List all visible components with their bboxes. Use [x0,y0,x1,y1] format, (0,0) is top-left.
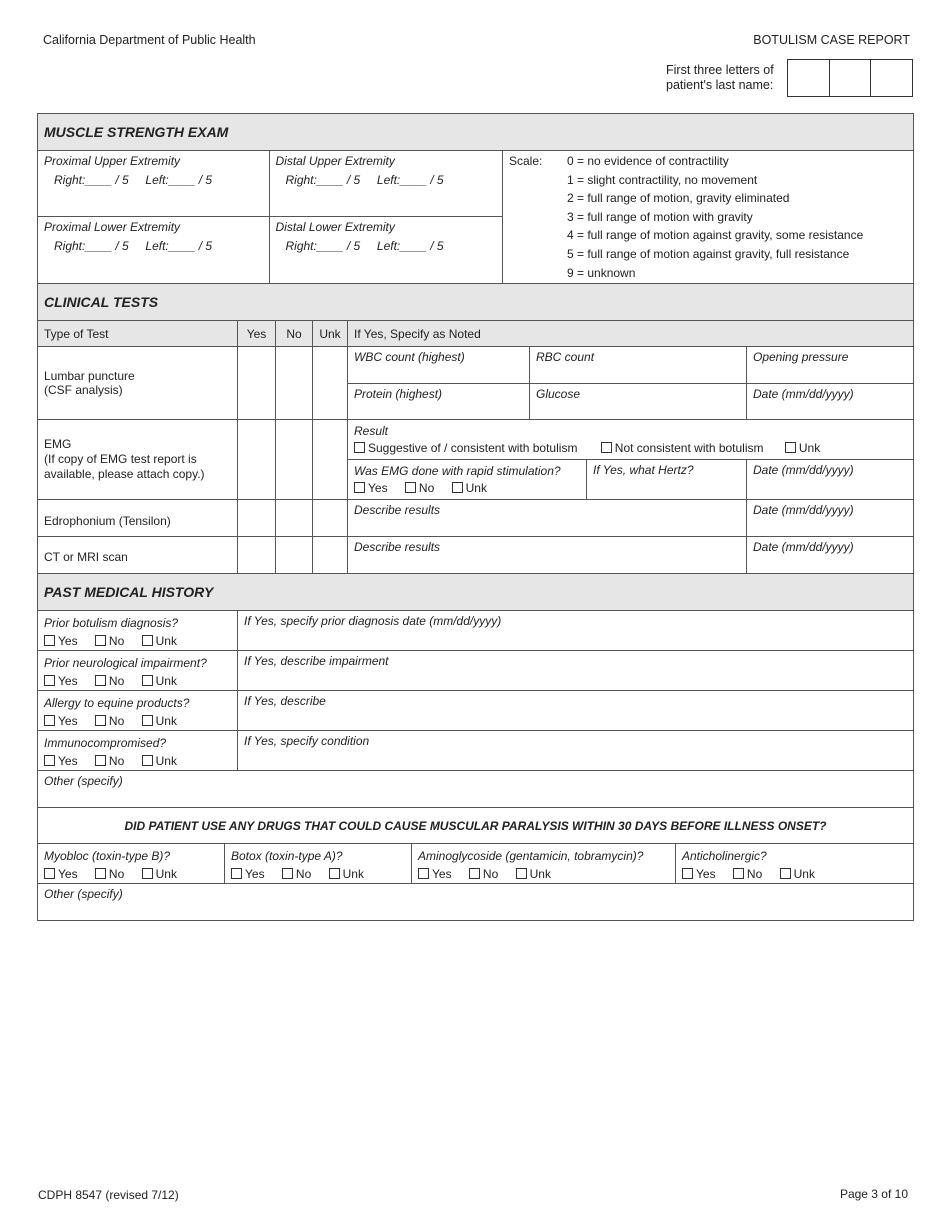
distal-upper-values: Right:____ / 5 Left:____ / 5 [285,173,444,187]
edrophonium-unk[interactable] [313,500,348,536]
emg-result-unk-label: Unk [798,441,821,455]
history-row [38,691,913,731]
col-no: No [276,321,313,346]
emg-label-line-3: available, please attach copy.) [44,467,205,481]
scale-item: 9 = unknown [567,265,636,280]
drug-options [231,865,405,883]
yes-label: Yes [58,754,78,768]
clinical-header-row [38,321,913,347]
lumbar-chem-row [348,384,913,419]
edrophonium-no[interactable] [276,500,313,536]
unk-option[interactable] [142,867,177,881]
drug-item [225,844,412,883]
col-yes: Yes [238,321,276,346]
edrophonium-label: Edrophonium (Tensilon) [38,500,238,536]
wbc-count-field[interactable]: WBC count (highest) [348,347,530,383]
unk-label: Unk [155,754,177,768]
unk-label: Unk [342,867,364,881]
checkbox-icon [354,442,365,453]
yes-option[interactable] [44,714,78,728]
emg-label-line-1: EMG [44,437,72,451]
distal-lower[interactable] [270,217,503,283]
emg-rapid-label: Was EMG done with rapid stimulation? [354,464,561,478]
glucose-field[interactable]: Glucose [530,384,747,419]
drugs-other-field[interactable]: Other (specify) [44,887,123,901]
checkbox-icon [95,868,106,879]
yes-label: Yes [58,867,78,881]
drug-label: Botox (toxin-type A)? [231,849,343,863]
drug-label: Aminoglycoside (gentamicin, tobramycin)? [418,849,644,863]
lumbar-row [38,347,913,420]
history-row [38,731,913,771]
proximal-upper-label: Proximal Upper Extremity [44,154,181,168]
yes-label: Yes [58,634,78,648]
emg-label-line-2: (If copy of EMG test report is [44,452,197,466]
edrophonium-describe-field[interactable]: Describe results [348,500,747,536]
section-muscle-strength: MUSCLE STRENGTH EXAM [38,114,913,151]
history-options [44,712,231,730]
no-label: No [482,867,499,881]
distal-lower-values: Right:____ / 5 Left:____ / 5 [285,239,444,253]
lumbar-counts-row [348,347,913,384]
initial-box-1[interactable] [788,60,830,96]
lumbar-label-line-2: (CSF analysis) [44,383,123,397]
upper-extremity-row [38,151,502,217]
checkbox-icon [405,482,416,493]
page-number: Page 3 of 10 [839,1187,908,1201]
initials-boxes [787,59,913,97]
no-option[interactable] [282,867,311,881]
history-options [44,672,231,690]
initial-box-3[interactable] [871,60,912,96]
emg-rapid [348,460,587,500]
checkbox-icon [469,868,480,879]
lumbar-label-line-1: Lumbar puncture [44,369,135,383]
checkbox-icon [95,715,106,726]
yes-option[interactable] [418,867,452,881]
emg-result [348,420,913,460]
form-id: CDPH 8547 (revised 7/12) [38,1188,179,1202]
proximal-lower-label: Proximal Lower Extremity [44,220,181,234]
yes-label: Yes [245,867,265,881]
emg-not-consistent-option[interactable] [601,441,764,455]
history-detail-field[interactable]: If Yes, describe impairment [244,654,389,668]
distal-upper-label: Distal Upper Extremity [275,154,395,168]
checkbox-icon [733,868,744,879]
checkbox-icon [418,868,429,879]
initials-label-line-1: First three letters of [666,63,774,77]
unk-option[interactable] [142,714,177,728]
emg-rapid-options [354,480,580,497]
emg-hertz-field[interactable]: If Yes, what Hertz? [587,460,747,500]
history-question [38,691,238,730]
drug-item [412,844,676,883]
history-row [38,651,913,691]
scale-item: 0 = no evidence of contractility [567,154,729,168]
history-question [38,611,238,650]
proximal-upper[interactable] [38,151,270,216]
no-option[interactable] [95,714,124,728]
unk-option[interactable] [329,867,364,881]
col-unk: Unk [313,321,348,346]
yes-option[interactable] [44,754,78,768]
no-option[interactable] [95,754,124,768]
emg-unk[interactable] [313,420,348,499]
edrophonium-row [38,500,913,537]
checkbox-icon [682,868,693,879]
history-question-label: Immunocompromised? [44,736,167,750]
initial-box-2[interactable] [830,60,872,96]
yes-label: Yes [432,867,452,881]
ct-describe-field[interactable]: Describe results [348,537,747,573]
checkbox-icon [142,868,153,879]
scale-list [567,152,863,282]
proximal-lower[interactable] [38,217,270,283]
edrophonium-date-field[interactable]: Date (mm/dd/yyyy) [753,503,854,517]
no-label: No [746,867,763,881]
scale-label: Scale: [509,154,543,168]
form [37,113,914,921]
drug-options [418,865,669,883]
no-option[interactable] [95,674,124,688]
col-type: Type of Test [38,321,238,346]
unk-label: Unk [155,674,177,688]
checkbox-icon [601,442,612,453]
history-question [38,731,238,770]
emg-no[interactable] [276,420,313,499]
yes-label: Yes [58,714,78,728]
lumbar-unk[interactable] [313,347,348,419]
emg-rapid-yes-option[interactable] [354,481,388,495]
checkbox-icon [785,442,796,453]
checkbox-icon [142,675,153,686]
emg-details [348,420,913,499]
drugs-other-row [38,884,913,920]
unk-label: Unk [529,867,551,881]
drug-options [44,865,218,883]
checkbox-icon [231,868,242,879]
no-label: No [108,867,125,881]
ct-row [38,537,913,574]
no-option[interactable] [95,634,124,648]
history-question [38,651,238,690]
yes-option[interactable] [44,674,78,688]
emg-suggestive-label: Suggestive of / consistent with botulism [368,441,578,455]
no-label: No [108,754,125,768]
history-options [44,752,231,770]
drug-label: Anticholinergic? [682,849,767,863]
unk-option[interactable] [142,754,177,768]
lumbar-date-field[interactable]: Date (mm/dd/yyyy) [753,387,854,401]
unk-option[interactable] [516,867,551,881]
no-label: No [295,867,312,881]
emg-rapid-unk-label: Unk [465,481,487,495]
emg-rapid-unk-option[interactable] [452,481,487,495]
unk-label: Unk [155,867,177,881]
ct-yes[interactable] [238,537,276,573]
unk-option[interactable] [780,867,815,881]
distal-lower-label: Distal Lower Extremity [275,220,395,234]
emg-yes[interactable] [238,420,276,499]
checkbox-icon [95,755,106,766]
lower-extremity-row [38,217,502,283]
drug-options [682,865,907,883]
drug-label: Myobloc (toxin-type B)? [44,849,171,863]
ct-label: CT or MRI scan [38,537,238,573]
checkbox-icon [44,675,55,686]
checkbox-icon [142,755,153,766]
checkbox-icon [44,868,55,879]
scale-item: 1 = slight contractility, no movement [567,172,758,187]
yes-option[interactable] [231,867,265,881]
history-detail-field[interactable]: If Yes, specify condition [244,734,370,748]
lumbar-label [38,347,238,419]
checkbox-icon [44,755,55,766]
history-question-label: Prior neurological impairment? [44,656,207,670]
drug-item [676,844,913,883]
no-option[interactable] [469,867,498,881]
col-specify: If Yes, Specify as Noted [354,326,481,341]
ct-unk[interactable] [313,537,348,573]
checkbox-icon [329,868,340,879]
scale-legend [503,151,913,283]
ct-date-field[interactable]: Date (mm/dd/yyyy) [753,540,854,554]
no-option[interactable] [95,867,124,881]
checkbox-icon [142,715,153,726]
ct-no[interactable] [276,537,313,573]
checkbox-icon [452,482,463,493]
lumbar-no[interactable] [276,347,313,419]
edrophonium-yes[interactable] [238,500,276,536]
emg-row [38,420,913,500]
scale-item: 4 = full range of motion against gravity, some resistance [567,228,864,243]
lumbar-details [348,347,913,419]
protein-field[interactable]: Protein (highest) [348,384,530,419]
checkbox-icon [95,675,106,686]
drugs-question: DID PATIENT USE ANY DRUGS THAT COULD CAUSE MUSCULAR PARALYSIS WITHIN 30 DAYS BEFORE ILLNESS ONSET? [38,808,913,844]
scale-item: 5 = full range of motion against gravity, full resistance [567,246,850,261]
scale-item: 2 = full range of motion, gravity eliminated [567,191,790,206]
history-options [44,632,231,650]
drug-item [38,844,225,883]
no-option[interactable] [733,867,762,881]
checkbox-icon [95,635,106,646]
yes-option[interactable] [682,867,716,881]
emg-label [38,420,238,499]
lumbar-yes[interactable] [238,347,276,419]
checkbox-icon [516,868,527,879]
emg-rapid-yes-label: Yes [368,481,388,495]
no-label: No [108,634,125,648]
distal-upper[interactable] [270,151,503,216]
yes-label: Yes [58,674,78,688]
emg-suggestive-option[interactable] [354,441,577,455]
proximal-lower-values: Right:____ / 5 Left:____ / 5 [54,239,213,253]
section-past-medical-history: PAST MEDICAL HISTORY [38,574,913,611]
emg-not-consistent-label: Not consistent with botulism [614,441,764,455]
proximal-upper-values: Right:____ / 5 Left:____ / 5 [54,173,213,187]
history-row [38,611,913,651]
drugs-row [38,844,913,884]
emg-rapid-no-label: No [418,481,435,495]
report-title: BOTULISM CASE REPORT [753,33,910,47]
no-label: No [108,714,125,728]
agency-name: California Department of Public Health [43,33,256,47]
yes-label: Yes [696,867,716,881]
emg-result-label: Result [354,424,389,438]
yes-option[interactable] [44,867,78,881]
unk-label: Unk [155,714,177,728]
emg-result-unk-option[interactable] [785,441,820,455]
section-clinical-tests: CLINICAL TESTS [38,284,913,321]
history-question-label: Allergy to equine products? [44,696,190,710]
unk-option[interactable] [142,634,177,648]
yes-option[interactable] [44,634,78,648]
no-label: No [108,674,125,688]
muscle-row [38,151,913,284]
unk-label: Unk [155,634,177,648]
scale-item: 3 = full range of motion with gravity [567,209,753,224]
history-detail-field[interactable]: If Yes, specify prior diagnosis date (mm/dd/yyyy) [244,614,502,628]
checkbox-icon [142,635,153,646]
muscle-grid [38,151,503,283]
rbc-count-field[interactable]: RBC count [530,347,747,383]
unk-option[interactable] [142,674,177,688]
emg-rapid-row [348,460,913,500]
checkbox-icon [282,868,293,879]
emg-result-options [354,440,907,457]
emg-date-field[interactable]: Date (mm/dd/yyyy) [753,463,854,477]
history-other-row [38,771,913,808]
initials-label-line-2: patient's last name: [666,78,774,92]
emg-rapid-no-option[interactable] [405,481,434,495]
checkbox-icon [44,635,55,646]
checkbox-icon [354,482,365,493]
unk-label: Unk [793,867,815,881]
history-question-label: Prior botulism diagnosis? [44,616,179,630]
history-detail-field[interactable]: If Yes, describe [244,694,326,708]
initials-label [666,63,774,93]
checkbox-icon [780,868,791,879]
history-other-field[interactable]: Other (specify) [44,774,123,788]
checkbox-icon [44,715,55,726]
opening-pressure-field[interactable]: Opening pressure [753,350,849,364]
